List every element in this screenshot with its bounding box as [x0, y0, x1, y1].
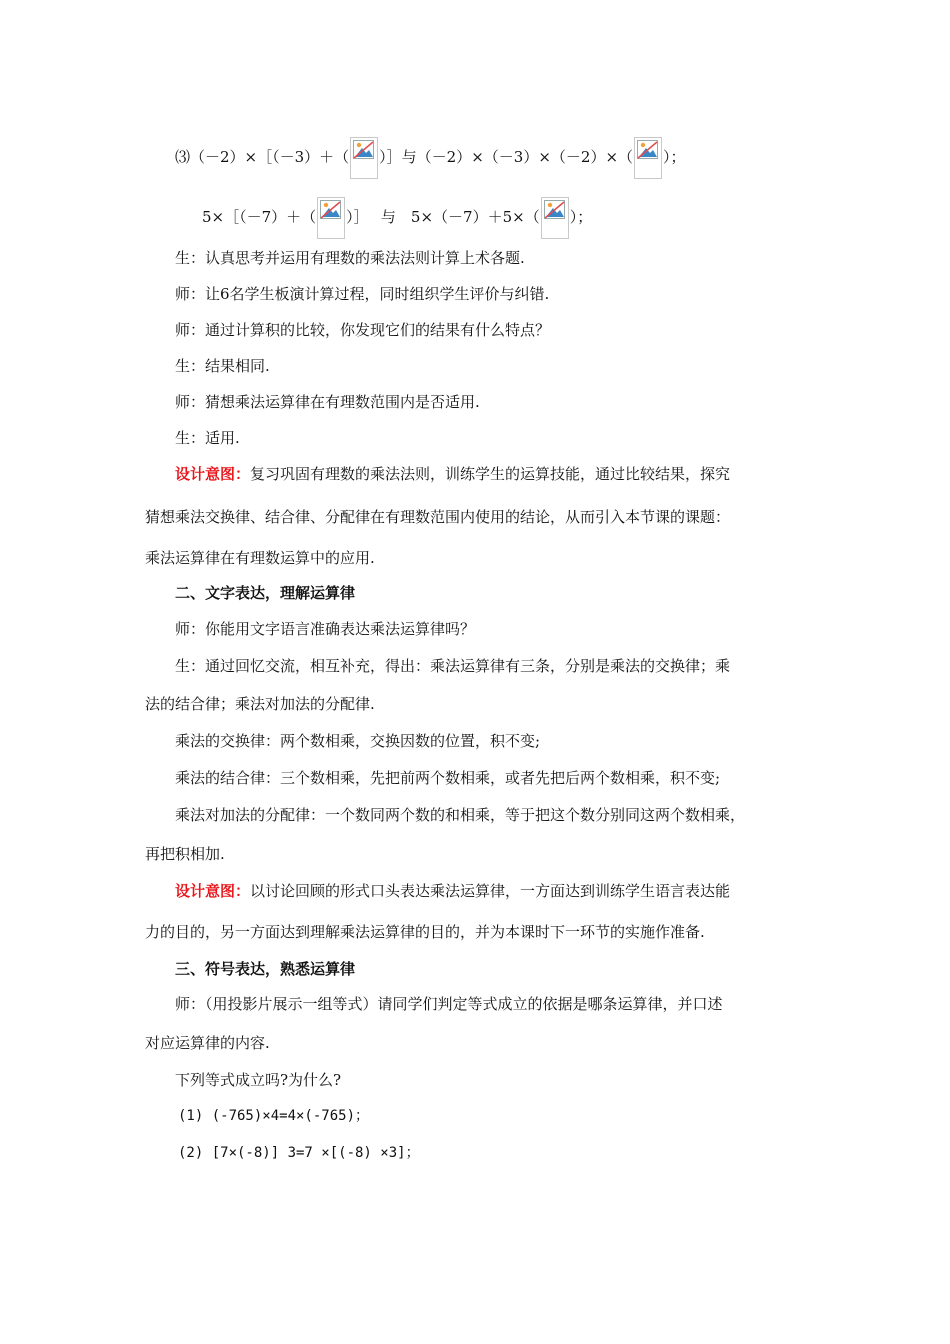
problem3-line2-part-a: 5×［（－7）＋（	[202, 208, 317, 226]
problem3-line2	[202, 197, 592, 239]
problem3-line1	[175, 137, 686, 179]
dialog-line: 生：适用.	[175, 429, 240, 447]
dialog-line: 生：认真思考并运用有理数的乘法法则计算上术各题.	[175, 249, 525, 267]
dialog-line: 生：结果相同.	[175, 357, 270, 375]
design-intent-1-line2: 猜想乘法交换律、结合律、分配律在有理数范围内使用的结论，从而引入本节课的课题：	[145, 508, 731, 526]
section3-para-line2: 对应运算律的内容.	[145, 1034, 270, 1052]
design-intent-1-line3: 乘法运算律在有理数运算中的应用.	[145, 549, 375, 567]
design-intent-label: 设计意图：	[175, 882, 251, 900]
section3-question: 下列等式成立吗?为什么?	[175, 1071, 342, 1089]
section3-para-line1: 师：（用投影片展示一组等式）请同学们判定等式成立的依据是哪条运算律，并口述	[175, 995, 723, 1013]
design-intent-2-line1	[175, 880, 730, 902]
dialog-line: 师：通过计算积的比较，你发现它们的结果有什么特点？	[175, 321, 551, 339]
design-intent-2-line2: 力的目的，另一方面达到理解乘法运算律的目的，并为本课时下一环节的实施作准备.	[145, 923, 705, 941]
section2-answer-line1: 生：通过回忆交流，相互补充，得出：乘法运算律有三条，分别是乘法的交换律；乘	[175, 657, 731, 675]
broken-image-icon	[634, 137, 662, 179]
design-intent-text: 以讨论回顾的形式口头表达乘法运算律，一方面达到训练学生语言表达能	[250, 882, 731, 900]
design-intent-1-line1	[175, 463, 730, 485]
equation-1: (1) (-765)×4=4×(-765)；	[178, 1108, 370, 1124]
broken-image-icon	[350, 137, 378, 179]
section2-question: 师：你能用文字语言准确表达乘法运算律吗？	[175, 620, 476, 638]
dialog-line: 师：让6名学生板演计算过程，同时组织学生评价与纠错.	[175, 285, 550, 303]
law-distributive-line2: 再把积相加.	[145, 845, 225, 863]
section2-heading: 二、文字表达，理解运算律	[175, 584, 356, 602]
design-intent-text: 复习巩固有理数的乘法法则，训练学生的运算技能，通过比较结果，探究	[250, 465, 731, 483]
problem3-line2-part-c: ）；	[569, 208, 593, 226]
problem3-line1-part-b: ）］与（－2）×（－3）×（－2）×（	[379, 148, 634, 166]
dialog-line: 师：猜想乘法运算律在有理数范围内是否适用.	[175, 393, 480, 411]
broken-image-icon	[317, 197, 345, 239]
design-intent-label: 设计意图：	[175, 465, 251, 483]
law-associative: 乘法的结合律：三个数相乘，先把前两个数相乘，或者先把后两个数相乘，积不变;	[175, 769, 721, 787]
section2-answer-line2: 法的结合律；乘法对加法的分配律.	[145, 695, 375, 713]
problem3-line1-part-a: ⑶（－2）×［（－3）＋（	[175, 148, 350, 166]
section3-heading: 三、符号表达，熟悉运算律	[175, 960, 356, 978]
problem3-line2-part-b: ）］ 与 5×（－7）＋5×（	[346, 208, 540, 226]
law-distributive-line1: 乘法对加法的分配律：一个数同两个数的和相乘，等于把这个数分别同这两个数相乘，	[175, 806, 746, 824]
problem3-line1-part-c: ）；	[663, 148, 686, 166]
broken-image-icon	[541, 197, 569, 239]
equation-2: (2) [7×(-8)] 3=7 ×[(-8) ×3]；	[178, 1145, 420, 1161]
law-commutative: 乘法的交换律：两个数相乘，交换因数的位置，积不变;	[175, 732, 541, 750]
